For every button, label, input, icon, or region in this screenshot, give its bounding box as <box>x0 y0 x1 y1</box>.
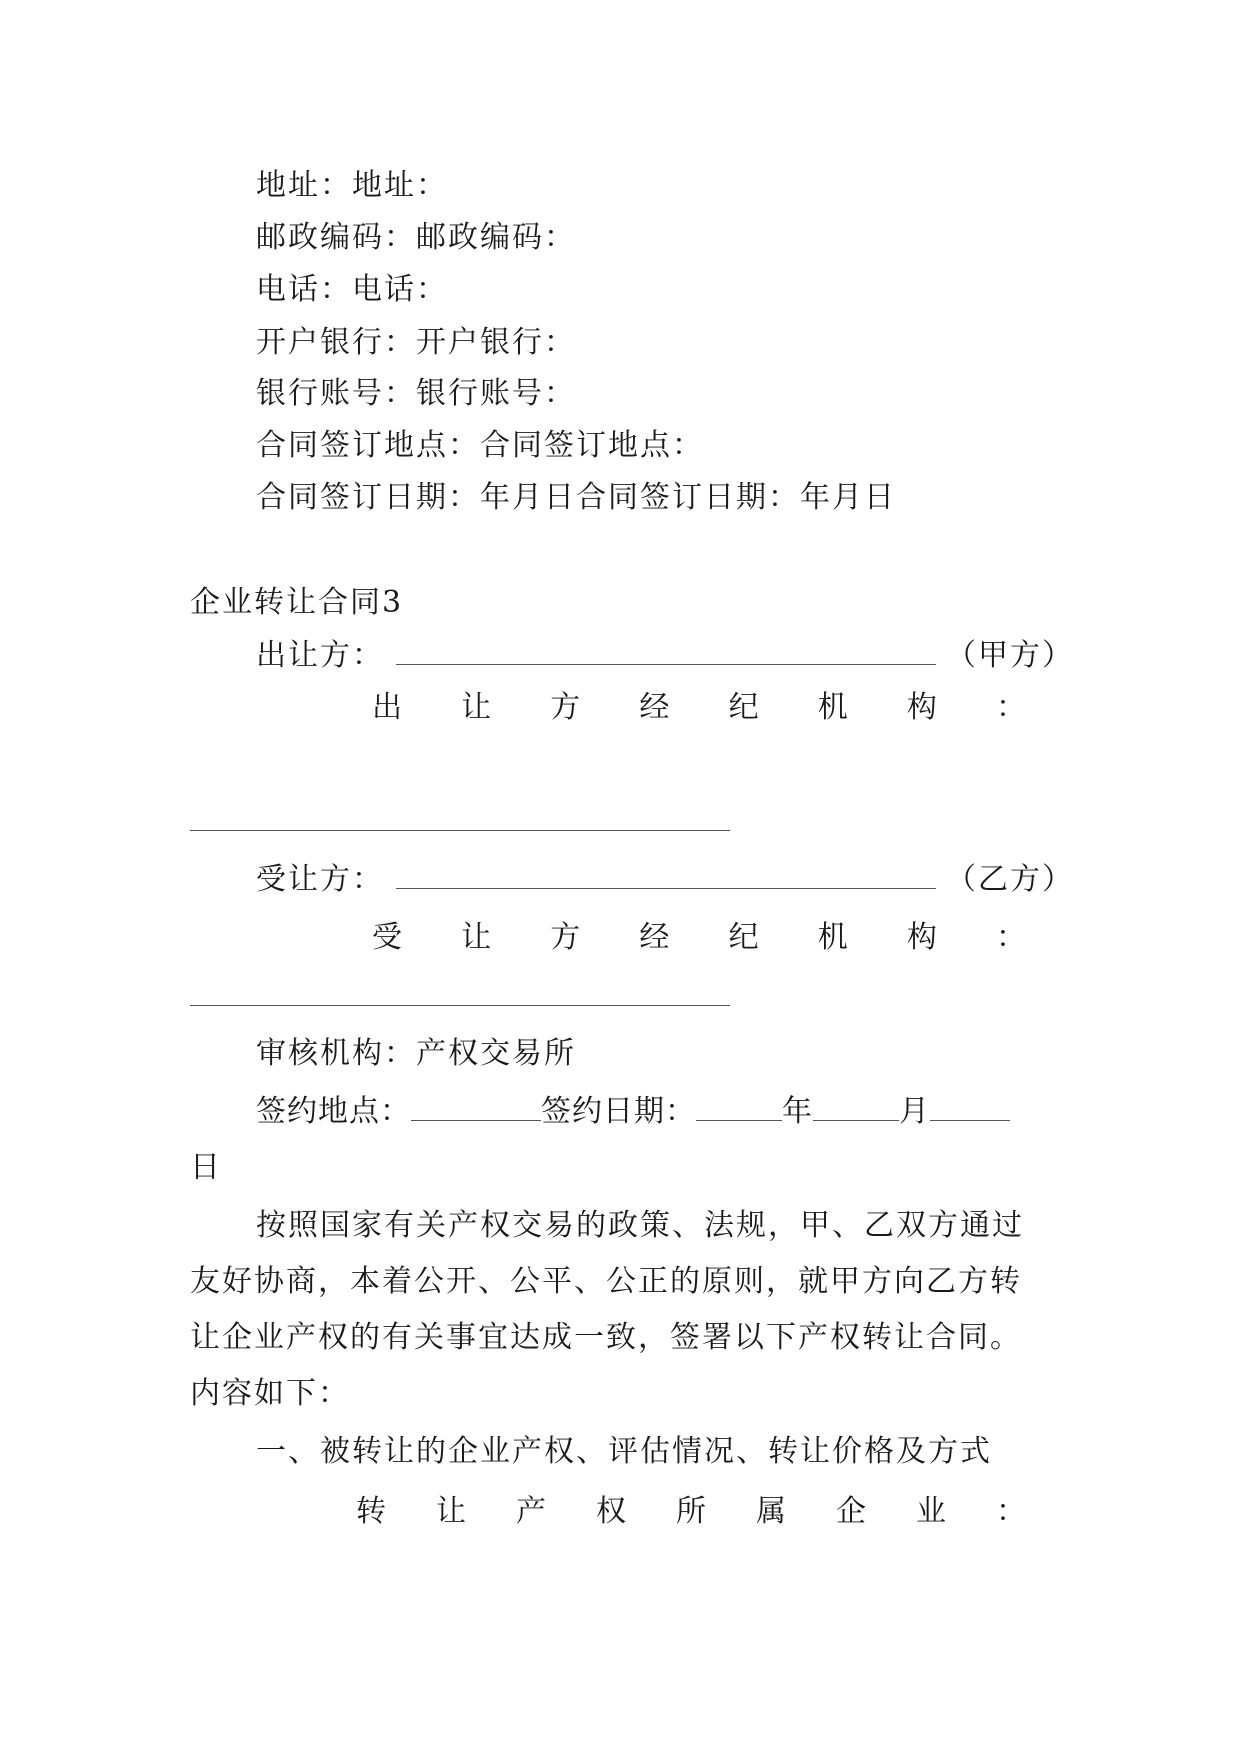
transferor-label: 出让方： <box>256 638 384 673</box>
enterprise-char: 转 <box>356 1494 386 1529</box>
paragraph-line: 按照国家有关产权交易的政策、法规，甲、乙双方通过 <box>256 1208 1024 1243</box>
agency-char: 纪 <box>728 920 759 955</box>
enterprise-char: 所 <box>676 1494 706 1529</box>
enterprise-line <box>356 1492 1026 1532</box>
enterprise-char: 属 <box>756 1494 786 1529</box>
sign-place-blank <box>411 1092 541 1121</box>
sign-date-label: 签约日期： <box>541 1094 696 1129</box>
agency-char: 构 <box>906 690 937 725</box>
agency-char: 构 <box>906 920 937 955</box>
transferee-role: （乙方） <box>946 862 1074 897</box>
paragraph-line: 内容如下： <box>190 1376 350 1411</box>
agency-char: 出 <box>372 690 402 725</box>
agency-char: 经 <box>639 690 670 725</box>
paragraph-line: 让企业产权的有关事宜达成一致，签署以下产权转让合同。 <box>190 1320 1022 1355</box>
transferor-agency-blank <box>190 830 730 831</box>
sign-date-line: 合同签订日期：年月日合同签订日期：年月日 <box>256 480 896 515</box>
transferee-label: 受让方： <box>256 862 384 897</box>
day-label: 日 <box>190 1150 222 1185</box>
agency-char: 方 <box>550 690 581 725</box>
signing-line <box>256 1092 1010 1132</box>
phone-line: 电话：电话： <box>256 272 448 307</box>
agency-char: 让 <box>461 920 492 955</box>
transferor-agency-line <box>372 688 1026 728</box>
enterprise-char: ： <box>996 1494 1026 1529</box>
month-label: 月 <box>899 1094 930 1129</box>
agency-char: ： <box>995 920 1026 955</box>
sign-place-line: 合同签订地点：合同签订地点： <box>256 428 704 463</box>
section-title: 企业转让合同3 <box>190 585 404 620</box>
year-label: 年 <box>782 1094 813 1129</box>
transferee-agency-line <box>372 918 1026 958</box>
agency-char: 纪 <box>728 690 759 725</box>
year-blank <box>696 1092 782 1121</box>
sign-place-label: 签约地点： <box>256 1094 411 1129</box>
agency-char: 机 <box>817 690 848 725</box>
review-agency-line: 审核机构：产权交易所 <box>256 1036 576 1071</box>
postcode-line: 邮政编码：邮政编码： <box>256 220 576 255</box>
day-blank <box>930 1092 1010 1121</box>
enterprise-char: 企 <box>836 1494 866 1529</box>
agency-char: 方 <box>550 920 581 955</box>
enterprise-char: 产 <box>516 1494 546 1529</box>
enterprise-char: 权 <box>596 1494 626 1529</box>
transferee-blank <box>396 888 936 889</box>
bank-line: 开户银行：开户银行： <box>256 325 576 360</box>
agency-char: ： <box>995 690 1026 725</box>
agency-char: 经 <box>639 920 670 955</box>
transferee-agency-blank <box>190 1005 730 1006</box>
enterprise-char: 让 <box>436 1494 466 1529</box>
paragraph-line: 友好协商，本着公开、公平、公正的原则，就甲方向乙方转 <box>190 1264 1022 1299</box>
account-line: 银行账号：银行账号： <box>256 376 576 411</box>
address-line: 地址：地址： <box>256 168 448 203</box>
agency-char: 受 <box>372 920 402 955</box>
agency-char: 让 <box>461 690 492 725</box>
enterprise-char: 业 <box>916 1494 946 1529</box>
month-blank <box>813 1092 899 1121</box>
transferor-blank <box>396 664 936 665</box>
agency-char: 机 <box>817 920 848 955</box>
clause-1-heading: 一、被转让的企业产权、评估情况、转让价格及方式 <box>256 1434 992 1469</box>
transferor-role: （甲方） <box>946 638 1074 673</box>
